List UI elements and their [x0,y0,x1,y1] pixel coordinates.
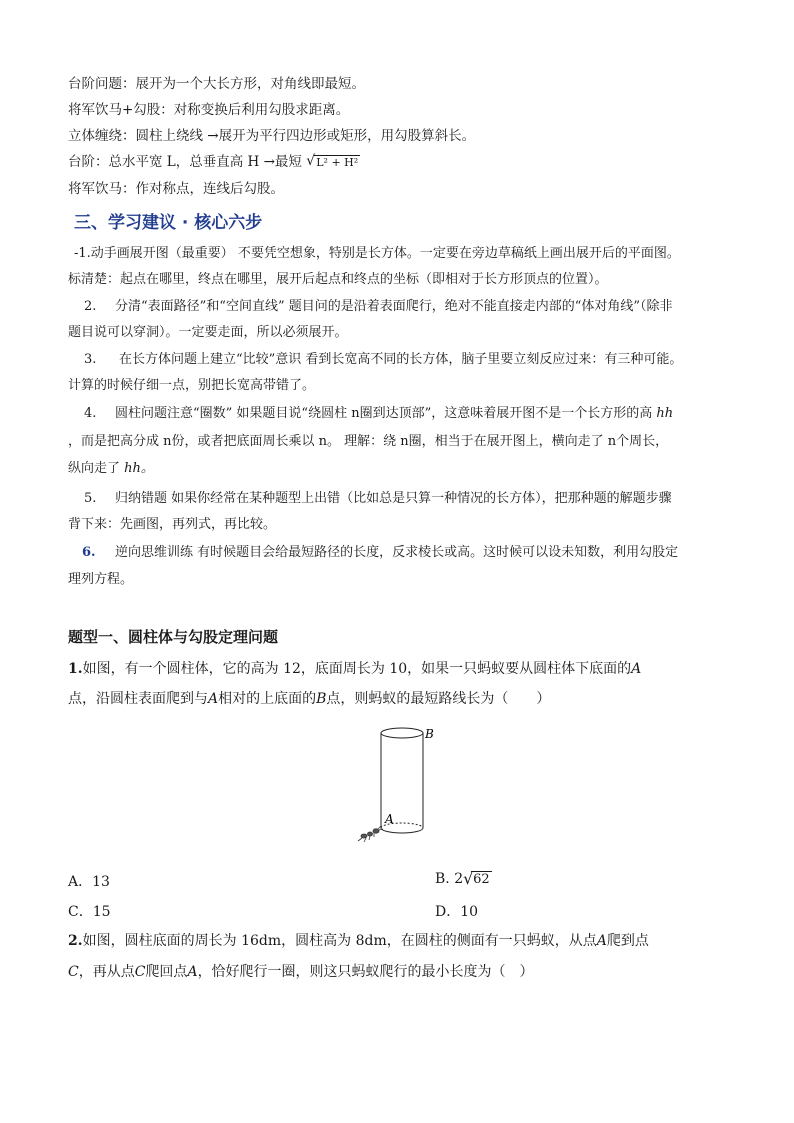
cylinder-label-a: A [385,812,394,826]
q2-var-c-2: C [134,964,146,980]
step-5-line-2: 背下来：先画图，再列式，再比较。 [68,517,277,532]
sqrt-expression [306,154,360,172]
q1-option-d[interactable]: D．10 [435,904,479,920]
step-4-number: 4. [84,406,97,421]
q1-line-1 [68,660,641,678]
note-stairs-formula [68,153,360,172]
type-1-heading: 题型一、圆柱体与勾股定理问题 [68,628,279,646]
sqrt-radicand: L² + H² [316,156,359,169]
q1-option-b-sqrt [463,869,492,888]
step-1-line-2: 标清楚：起点在哪里，终点在哪里，展开后起点和终点的坐标（即相对于长方形顶点的位置）。 [68,272,608,287]
q2-var-a-2: A [187,964,198,980]
step-3-line-2: 计算的时候仔细一点，别把长宽高带错了。 [68,378,316,393]
step-5-line-1: 归纳错题 如果你经常在某种题型上出错（比如总是只算一种情况的长方体），把那种题的解题步骤 [115,491,672,506]
q2-line-1-a: 如图，圆柱底面的周长为 16dm，圆柱高为 8dm，在圆柱的侧面有一只蚂蚁，从点 [82,933,597,949]
step-6-number: 6. [82,545,96,560]
q1-line-2-c: 点，则蚂蚁的最短路线长为（ ） [326,691,551,707]
q2-line-1 [68,932,649,950]
section-heading: 三、学习建议 · 核心六步 [74,213,263,233]
step-3-number: 3. [84,352,97,367]
q1-line-2-b: 相对的上底面的 [218,691,317,707]
q2-line-2 [68,963,534,981]
step-4-line-2: ，而是把高分成 n份，或者把底面周长乘以 n。 理解：绕 n圈，相当于在展开图上，横向走了 n个周长， [68,434,669,449]
q2-line-2-b: 爬回点 [145,964,188,980]
q1-option-b[interactable] [435,871,492,887]
note-stairs: 台阶问题：展开为一个大长方形，对角线即最短。 [68,76,365,92]
q2-line-2-c: ，恰好爬行一圈，则这只蚂蚁爬行的最小长度为（ ） [197,964,534,980]
q1-option-b-text: B. 2 [435,871,464,887]
step-2-number: 2. [84,299,97,314]
step-1-line-1: -1.动手画展开图（最重要） 不要凭空想象，特别是长方体。一定要在旁边草稿纸上画出展开后的平面图。 [74,246,680,261]
q1-var-a-2: A [208,691,219,707]
step-4-line-3-text: 纵向走了 [68,461,121,476]
q1-option-b-radicand: 62 [473,872,490,887]
step-2-line-2: 题目说可以穿洞）。一定要走面，所以必须展开。 [68,325,348,340]
ant-icon [358,826,383,842]
step-4-line-1 [115,405,673,423]
cylinder-figure [352,722,442,848]
step-4-line-3 [68,460,154,478]
q1-option-c[interactable]: C．15 [68,904,111,920]
note-general-horse: 将军饮马+勾股：对称变换后利用勾股求距离。 [68,102,350,118]
q2-number: 2. [68,933,83,949]
q1-line-2 [68,690,550,708]
sqrt-icon: √ [463,869,474,888]
q1-option-a[interactable]: A．13 [68,874,110,890]
q2-var-a: A [596,933,607,949]
note-stairs-formula-text: 台阶：总水平宽 L，总垂直高 H →最短 [68,154,302,170]
step-6-line-2: 理列方程。 [68,572,134,587]
q1-var-a: A [631,661,642,677]
q2-var-c: C [68,964,79,980]
q2-line-2-a: ，再从点 [78,964,135,980]
cylinder-label-b: B [425,727,434,741]
note-horse-short: 将军饮马：作对称点，连线后勾股。 [68,181,284,197]
step-6-line-1: 逆向思维训练 有时候题目会给最短路径的长度，反求棱长或高。这时候可以设未知数，利用勾股定 [115,545,679,560]
q1-line-2-a: 点，沿圆柱表面爬到与 [68,691,208,707]
note-spiral: 立体缠绕：圆柱上绕线 →展开为平行四边形或矩形，用勾股算斜长。 [68,128,476,144]
step-4-var-h: ℎh [656,406,674,421]
sqrt-icon: √ [306,153,316,169]
step-5-number: 5. [84,491,97,506]
q2-line-1-b: 爬到点 [606,933,649,949]
step-2-line-1: 分清“表面路径”和“空间直线” 题目问的是沿着表面爬行，绝对不能直接走内部的“体对角线”（除非 [115,299,673,314]
q1-var-b: B [316,691,327,707]
step-4-line-1-text: 圆柱问题注意“圈数” 如果题目说“绕圆柱 n圈到达顶部”，这意味着展开图不是一个长方形的高 [115,406,653,421]
cylinder-drawing [352,722,442,848]
step-3-line-1: 在长方体问题上建立“比较”意识 看到长宽高不同的长方体，脑子里要立刻反应过来：有三种可能。 [119,352,683,367]
step-4-var-h-2: ℎh。 [124,461,154,476]
q1-number: 1. [68,661,83,677]
q1-line-1-text: 如图，有一个圆柱体，它的高为 12，底面周长为 10，如果一只蚂蚁要从圆柱体下底面的 [82,661,632,677]
